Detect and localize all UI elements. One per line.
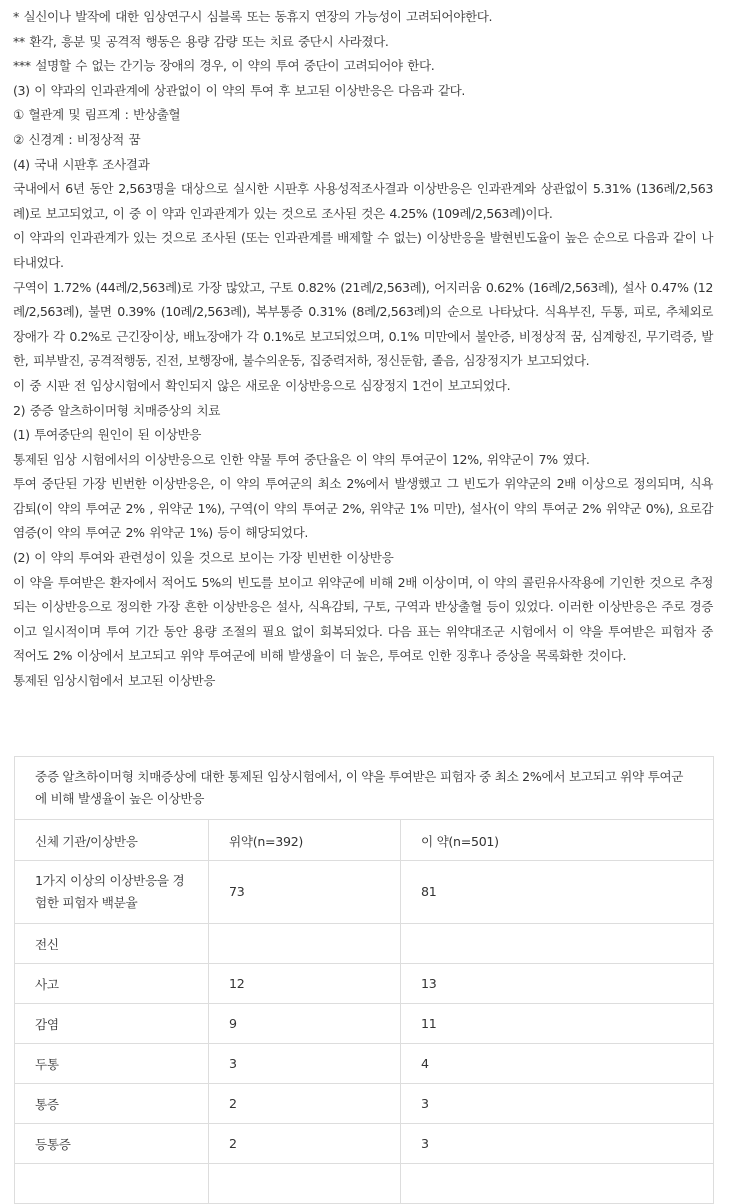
text-line: * 실신이나 발작에 대한 임상연구시 심블록 또는 동휴지 연장의 가능성이 고려되어야한다. [13, 9, 493, 24]
section-heading: 2) 중증 알츠하이머형 치매증상의 치료 [13, 402, 221, 418]
table-header-row [15, 820, 714, 861]
column-header: 위약(n=392) [209, 820, 401, 861]
paragraph: 이 약과의 인과관계가 있는 것으로 조사된 (또는 인과관계를 배제할 수 없는) 이상반응을 발현빈도율이 높은 순으로 다음과 같이 나타내었다. [13, 230, 713, 270]
section-heading: (2) 이 약의 투여와 관련성이 있을 것으로 보이는 가장 빈번한 이상반응 [13, 550, 394, 566]
table-cell [401, 1164, 714, 1204]
table-caption-row [15, 757, 714, 820]
table-cell: 등통증 [15, 1124, 209, 1164]
adverse-events-table [14, 756, 714, 1204]
paragraph: 투여 중단된 가장 빈번한 이상반응은, 이 약의 투여군의 최소 2%에서 발생했고 그 빈도가 위약군의 2배 이상으로 정의되며, 식욕감퇴(이 약의 투여군 2% , 위약군 1%), 구역(이 약의 투여군 2%, 위약군 1% 미만), 설사(이 약의 투여군 2% 위약군 0%), 요로감염증(이 약의 투여군 2% 위약군 1%) 등이 해당되었다. [13, 476, 713, 541]
section-heading: (4) 국내 시판후 조사결과 [13, 156, 150, 172]
paragraph: 국내에서 6년 동안 2,563명을 대상으로 실시한 시판후 사용성적조사결과 이상반응은 인과관계와 상관없이 5.31% (136례/2,563례)로 보고되었고, 이 중 이 약과 인과관계가 있는 것으로 조사된 것은 4.25% (109례/2,563례)이다. [13, 181, 713, 221]
section-heading: (1) 투여중단의 원인이 된 이상반응 [13, 427, 202, 443]
table-cell: 2 [209, 1124, 401, 1164]
table-row [15, 861, 714, 924]
table-cell [209, 1164, 401, 1204]
table-row [15, 964, 714, 1004]
table-cell: 81 [401, 861, 714, 924]
text-line: ** 환각, 흥분 및 공격적 행동은 용량 감량 또는 치료 중단시 사라졌다. [13, 33, 389, 49]
table-cell: 2 [209, 1084, 401, 1124]
table-caption: 중증 알츠하이머형 치매증상에 대한 통제된 임상시험에서, 이 약을 투여받은 피험자 중 최소 2%에서 보고되고 위약 투여군에 비해 발생율이 높은 이상반응 [15, 757, 714, 820]
table-cell: 통증 [15, 1084, 209, 1124]
table-row [15, 1124, 714, 1164]
table-cell [209, 924, 401, 964]
table-row [15, 924, 714, 964]
text-line: ① 혈관계 및 림프계 : 반상출혈 [13, 107, 181, 123]
text-line: *** 설명할 수 없는 간기능 장애의 경우, 이 약의 투여 중단이 고려되어야 한다. [13, 58, 435, 74]
table-cell: 3 [401, 1084, 714, 1124]
table-cell: 73 [209, 861, 401, 924]
table-title: 통제된 임상시험에서 보고된 이상반응 [13, 673, 216, 689]
table-cell: 3 [209, 1044, 401, 1084]
text-line: (3) 이 약과의 인과관계에 상관없이 이 약의 투여 후 보고된 이상반응은 다음과 같다. [13, 82, 465, 98]
table-cell: 4 [401, 1044, 714, 1084]
table-row [15, 1004, 714, 1044]
table-cell: 두통 [15, 1044, 209, 1084]
table-cell: 사고 [15, 964, 209, 1004]
table-row [15, 1044, 714, 1084]
table-cell: 9 [209, 1004, 401, 1044]
table-cell: 1가지 이상의 이상반응을 경험한 피험자 백분율 [15, 861, 209, 924]
table-cell: 전신 [15, 924, 209, 964]
paragraph: 구역이 1.72% (44례/2,563례)로 가장 많았고, 구토 0.82% (21례/2,563례), 어지러움 0.62% (16례/2,563례), 설사 0.47% (12례/2,563례), 불면 0.39% (10례/2,563례), 복부통증 0.31% (8례/2,563례)의 순으로 나타났다. 식욕부진, 두통, 피로, 추체외로장애가 각 0.2%로 근긴장이상, 배뇨장애가 각 0.1%로 보고되었으며, 0.1% 미만에서 불안증, 비정상적 꿈, 심계항진, 무기력증, 발한, 피부발진, 공격적행동, 진전, 보행장애, 불수의운동, 집중력저하, 정신둔함, 졸음, 심장정지가 보고되었다. [13, 279, 713, 369]
table-row [15, 1164, 714, 1204]
text-line: ② 신경계 : 비정상적 꿈 [13, 131, 141, 147]
table-cell: 11 [401, 1004, 714, 1044]
table-cell [401, 924, 714, 964]
paragraph: 이 약을 투여받은 환자에서 적어도 5%의 빈도를 보이고 위약군에 비해 2배 이상이며, 이 약의 콜린유사작용에 기인한 것으로 추정되는 이상반응으로 정의한 가장 흔한 이상반응은 설사, 식욕감퇴, 구토, 구역과 반상출혈 등이 있었다. 이러한 이상반응은 주로 경증이고 일시적이며 투여 기간 동안 용량 조절의 필요 없이 회복되었다. 다음 표는 위약대조군 시험에서 이 약을 투여받은 피험자 중 적어도 2% 이상에서 보고되고 위약 투여군에 비해 발생율이 더 높은, 투여로 인한 징후나 증상을 목록화한 것이다. [13, 574, 713, 664]
table-cell: 3 [401, 1124, 714, 1164]
column-header: 신체 기관/이상반응 [15, 820, 209, 861]
column-header: 이 약(n=501) [401, 820, 714, 861]
table-row [15, 1084, 714, 1124]
table-cell [15, 1164, 209, 1204]
text-line: 이 중 시판 전 임상시험에서 확인되지 않은 새로운 이상반응으로 심장정지 1건이 보고되었다. [13, 377, 511, 393]
text-line: 통제된 임상 시험에서의 이상반응으로 인한 약물 투여 중단율은 이 약의 투여군이 12%, 위약군이 7% 였다. [13, 451, 590, 467]
table-cell: 13 [401, 964, 714, 1004]
table-cell: 감염 [15, 1004, 209, 1044]
table-cell: 12 [209, 964, 401, 1004]
